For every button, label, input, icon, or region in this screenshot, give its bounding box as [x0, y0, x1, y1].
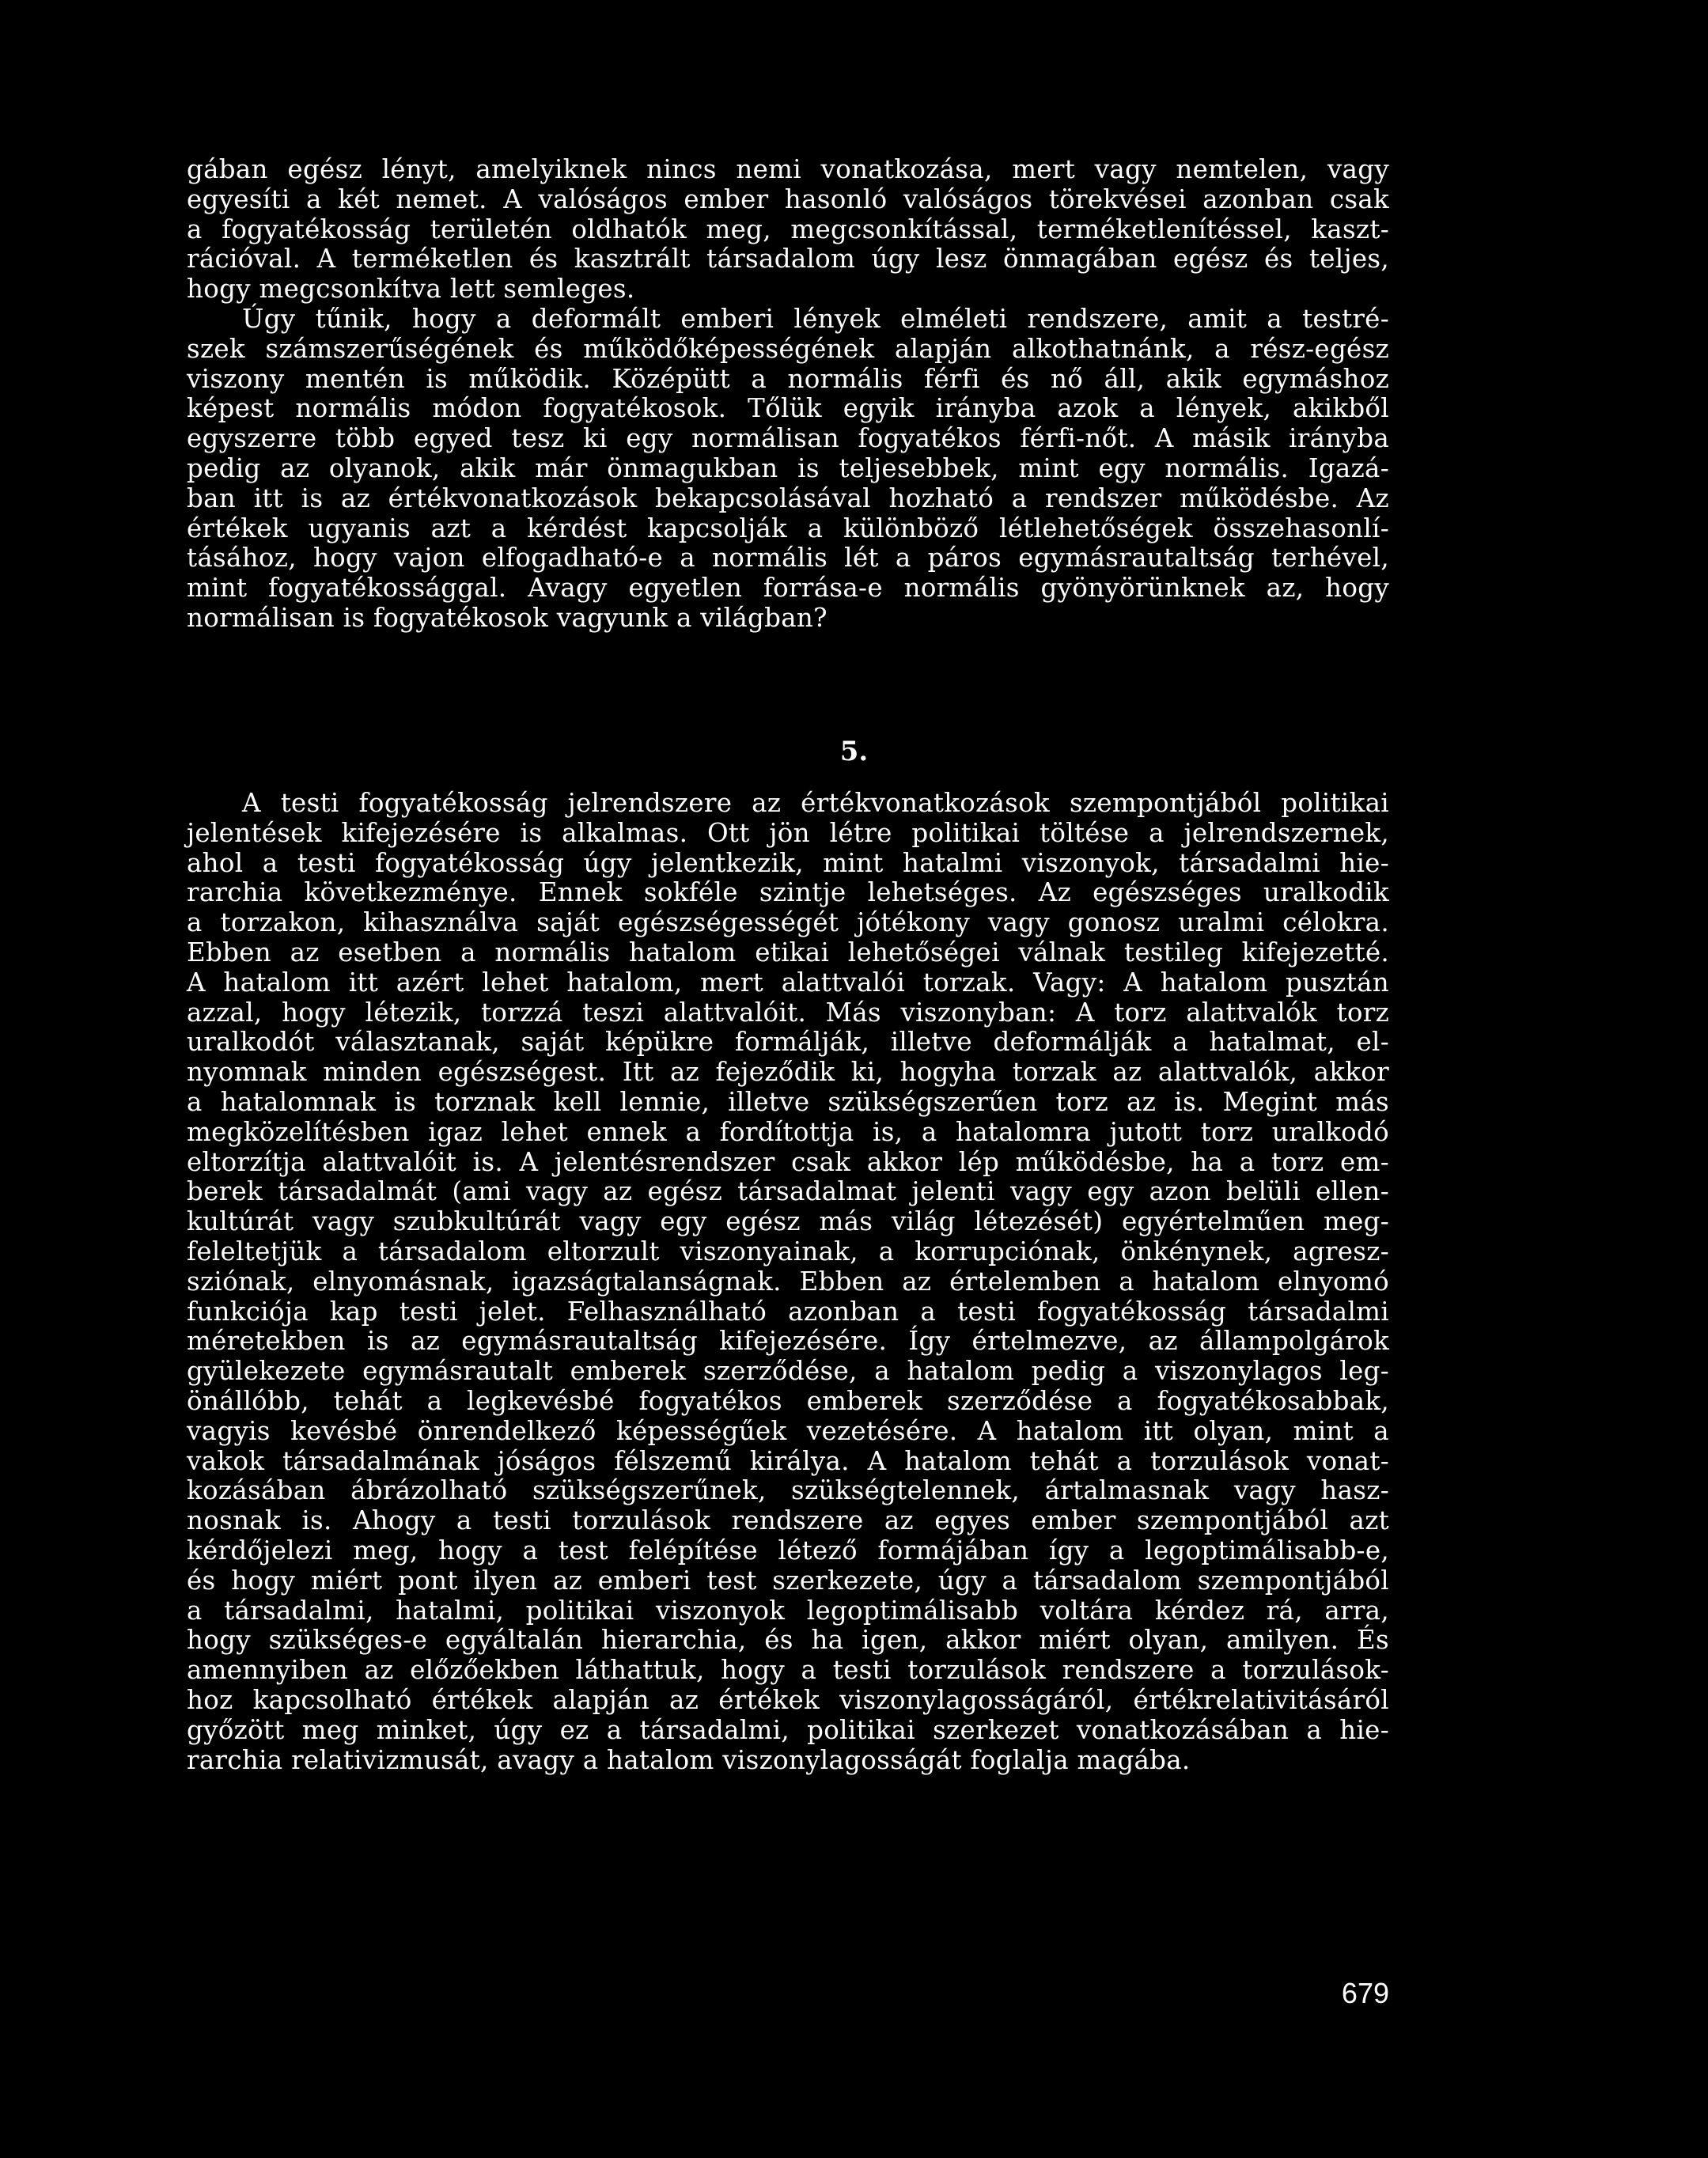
text-line: eltorzítja alattvalóit is. A jelentésrendszer csak akkor lép működésbe, ha a torz em-: [187, 1146, 1389, 1177]
text-block-top: [187, 155, 1389, 634]
text-line: A testi fogyatékosság jelrendszere az értékvonatkozások szempontjából politikai: [242, 788, 1389, 818]
text-line: értékek ugyanis azt a kérdést kapcsolják a különböző létlehetőségek összehasonlí-: [187, 513, 1389, 543]
text-line: szek számszerűségének és működőképességének alapján alkothatnánk, a rész-egész: [187, 333, 1389, 364]
text-line: a torzakon, kihasználva saját egészségességét jótékony vagy gonosz uralmi célokra.: [187, 907, 1389, 938]
text-line: ban itt is az értékvonatkozások bekapcsolásával hozható a rendszer működésbe. Az: [187, 483, 1389, 513]
text-line: gyülekezete egymásrautalt emberek szerződése, a hatalom pedig a viszonylagos leg-: [187, 1356, 1389, 1387]
text-line: mint fogyatékossággal. Avagy egyetlen forrása-e normális gyönyörünknek az, hogy: [187, 573, 1389, 604]
text-line: hogy megcsonkítva lett semleges.: [187, 274, 635, 305]
text-line: Úgy tűnik, hogy a deformált emberi lények elméleti rendszere, amit a testré-: [242, 303, 1389, 334]
text-line: vagyis kevésbé önrendelkező képességűek vezetésére. A hatalom itt olyan, mint a: [187, 1415, 1389, 1446]
text-line: a hatalomnak is torznak kell lennie, illetve szükségszerűen torz az is. Megint más: [187, 1086, 1389, 1117]
text-line: kultúrát vagy szubkultúrát vagy egy egész más világ létezését) egyértelműen meg-: [187, 1206, 1389, 1237]
text-line: nosnak is. Ahogy a testi torzulások rendszere az egyes ember szempontjából azt: [187, 1505, 1389, 1536]
text-line: A hatalom itt azért lehet hatalom, mert alattvalói torzak. Vagy: A hatalom pusztán: [187, 967, 1389, 998]
text-line: rarchia relativizmusát, avagy a hatalom viszonylagosságát foglalja magába.: [187, 1744, 1191, 1775]
text-line: feleltetjük a társadalom eltorzult viszonyainak, a korrupciónak, önkénynek, agresz-: [187, 1236, 1389, 1266]
text-line: jelentések kifejezésére is alkalmas. Ott jön létre politikai töltése a jelrendszernek,: [187, 817, 1389, 848]
text-line: és hogy miért pont ilyen az emberi test szerkezete, úgy a társadalom szempontjából: [187, 1565, 1389, 1596]
text-line: önállóbb, tehát a legkevésbé fogyatékos emberek szerződése a fogyatékosabbak,: [187, 1385, 1389, 1416]
text-line: győzött meg minket, úgy ez a társadalmi, politikai szerkezet vonatkozásában a hie-: [187, 1714, 1389, 1745]
text-line: rarchia következménye. Ennek sokféle szintje lehetséges. Az egészséges uralkodik: [187, 877, 1389, 908]
text-line: amennyiben az előzőekben láthattuk, hogy a testi torzulások rendszere a torzulások-: [187, 1655, 1389, 1686]
text-line: Ebben az esetben a normális hatalom etikai lehetőségei válnak testileg kifejezetté.: [187, 937, 1389, 967]
text-line: sziónak, elnyomásnak, igazságtalanságnak. Ebben az értelemben a hatalom elnyomó: [187, 1266, 1389, 1297]
text-line: azzal, hogy létezik, torzzá teszi alattvalóit. Más viszonyban: A torz alattvalók torz: [187, 997, 1389, 1028]
text-line: megközelítésben igaz lehet ennek a fordítottja is, a hatalomra jutott torz uralkodó: [187, 1116, 1389, 1147]
section-number: 5.: [839, 736, 869, 767]
text-line: gában egész lényt, amelyiknek nincs nemi vonatkozása, mert vagy nemtelen, vagy: [187, 154, 1389, 184]
text-line: rációval. A terméketlen és kasztrált társadalom úgy lesz önmagában egész és teljes,: [187, 244, 1389, 274]
text-line: berek társadalmát (ami vagy az egész társadalmat jelenti vagy egy azon belüli ellen-: [187, 1176, 1389, 1207]
text-line: egyesíti a két nemet. A valóságos ember hasonló valóságos törekvései azonban csak: [187, 184, 1389, 214]
text-line: hogy szükséges-e egyáltalán hierarchia, és ha igen, akkor miért olyan, amilyen. És: [187, 1625, 1389, 1656]
text-line: uralkodót választanak, saját képükre formálják, illetve deformálják a hatalmat, el-: [187, 1027, 1389, 1058]
paragraph-continued: [187, 155, 1389, 305]
page-number: 679: [1341, 1977, 1389, 2009]
text-line: kozásában ábrázolható szükségszerűnek, szükségtelennek, ártalmasnak vagy hasz-: [187, 1475, 1389, 1506]
text-line: viszony mentén is működik. Középütt a normális férfi és nő áll, akik egymáshoz: [187, 363, 1389, 394]
text-line: a fogyatékosság területén oldhatók meg, megcsonkítással, terméketlenítéssel, kaszt-: [187, 214, 1389, 244]
text-block-section: [187, 789, 1389, 1775]
text-line: kérdőjelezi meg, hogy a test felépítése létező formájában így a legoptimálisabb-e,: [187, 1535, 1389, 1565]
text-line: funkciója kap testi jelet. Felhasználható azonban a testi fogyatékosság társadalmi: [187, 1296, 1389, 1327]
text-line: képest normális módon fogyatékosok. Tőlük egyik irányba azok a lények, akikből: [187, 393, 1389, 424]
text-line: vakok társadalmának jóságos félszemű királya. A hatalom tehát a torzulások vonat-: [187, 1445, 1389, 1476]
text-line: ahol a testi fogyatékosság úgy jelentkezik, mint hatalmi viszonyok, társadalmi hie-: [187, 847, 1389, 878]
text-line: a társadalmi, hatalmi, politikai viszonyok legoptimálisabb voltára kérdez rá, arra,: [187, 1595, 1389, 1626]
text-line: méretekben is az egymásrautaltság kifejezésére. Így értelmezve, az állampolgárok: [187, 1326, 1389, 1357]
text-line: tásához, hogy vajon elfogadható-e a normális lét a páros egymásrautaltság terhével,: [187, 543, 1389, 574]
text-line: normálisan is fogyatékosok vagyunk a világban?: [187, 602, 827, 633]
text-line: pedig az olyanok, akik már önmagukban is teljesebbek, mint egy normális. Igazá-: [187, 452, 1389, 483]
paragraph-political: [187, 789, 1389, 1775]
text-line: hoz kapcsolható értékek alapján az értékek viszonylagosságáról, értékrelativitásáról: [187, 1684, 1389, 1715]
paragraph-rest-whole: [187, 305, 1389, 634]
text-line: nyomnak minden egészségest. Itt az fejeződik ki, hogyha torzak az alattvalók, akkor: [187, 1057, 1389, 1088]
text-line: egyszerre több egyed tesz ki egy normálisan fogyatékos férfi-nőt. A másik irányba: [187, 423, 1389, 454]
